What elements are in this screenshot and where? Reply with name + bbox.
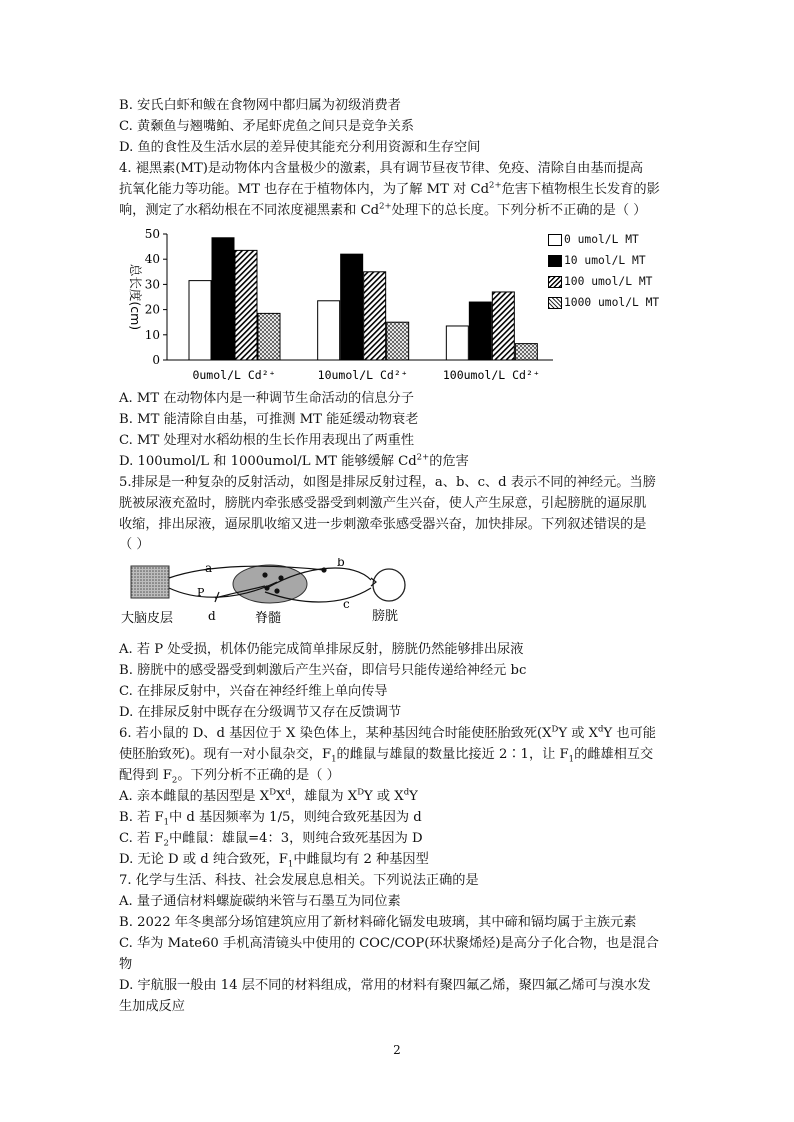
q7-option-b: B. 2022 年冬奥部分场馆建筑应用了新材料碲化镉发电玻璃，其中碲和镉均属于主族元素 [119, 915, 637, 930]
y-tick-label-5: 50 [144, 227, 160, 241]
cortex-box [131, 566, 169, 598]
legend-swatch-1 [548, 255, 562, 267]
q5-stem-line4: （ ） [119, 537, 150, 552]
chart-svg [113, 226, 563, 386]
q7-option-c: C. 华为 Mate60 手机高清镜头中使用的 COC/COP(环状聚烯烃)是高分子化合物，也是混合 [119, 936, 659, 951]
q7-option-c-cont: 物 [119, 957, 133, 972]
legend-item-1: 10 umol/L MT [548, 250, 688, 271]
synapse-dot-1 [262, 572, 267, 577]
bar-1-0 [318, 301, 340, 360]
bar-chart [113, 226, 563, 386]
legend-swatch-0 [548, 234, 562, 246]
q3-option-c: C. 黄颡鱼与翘嘴鲌、矛尾虾虎鱼之间只是竞争关系 [119, 119, 414, 134]
q7-option-d-cont: 生加成反应 [119, 999, 185, 1014]
reflex-diagram [119, 558, 419, 636]
bar-0-3 [258, 313, 280, 360]
y-tick-label-0: 0 [152, 353, 160, 367]
spinal-cord-shape [233, 565, 307, 603]
q4-option-d: D. 100umol/L 和 1000umol/L MT 能够缓解 $Cd^{2+}$的危害 [119, 452, 469, 469]
y-tick-label-1: 10 [144, 327, 160, 342]
q5-stem-line2: 胱被尿液充盈时，膀胱内牵张感受器受到刺激产生兴奋，使人产生尿意，引起膀胱的逼尿肌 [119, 496, 647, 511]
synapse-dot-4 [274, 588, 279, 593]
q7-option-a: A. 量子通信材料螺旋碳纳米管与石墨互为同位素 [119, 894, 401, 909]
label-p: P [197, 586, 205, 599]
q5-option-c: C. 在排尿反射中，兴奋在神经纤维上单向传导 [119, 684, 388, 699]
legend-swatch-2 [548, 276, 562, 288]
y-axis-label: 总长度(cm) [128, 263, 143, 331]
synapse-dot-5 [321, 567, 326, 572]
q6-stem-line2: 使胚胎致死)。现有一对小鼠杂交，$F_1$的雌鼠与雄鼠的数量比接近 2∶1，让 $F_1$的雌雄相互交 [119, 747, 654, 765]
bar-2-0 [446, 326, 468, 360]
bladder-circle [373, 569, 405, 601]
legend-item-2: 100 umol/L MT [548, 271, 688, 292]
q7-stem: 7. 化学与生活、科技、社会发展息息相关。下列说法正确的是 [119, 873, 479, 888]
q4-option-b: B. MT 能清除自由基，可推测 MT 能延缓动物衰老 [119, 412, 419, 427]
q4-stem-line3: 响，测定了水稻幼根在不同浓度褪黑素和 $Cd^{2+}$处理下的总长度。下列分析不正确的是（ ） [119, 201, 647, 218]
bar-1-1 [341, 254, 363, 360]
page-number: 2 [393, 1043, 401, 1057]
label-a: a [205, 561, 213, 575]
bar-1-3 [387, 322, 409, 360]
q4-option-a: A. MT 在动物体内是一种调节生命活动的信息分子 [119, 391, 414, 406]
q6-stem-line1: 6. 若小鼠的 D、d 基因位于 X 染色体上，某种基因纯合时能使胚胎致死($X^DY$ 或 $X^dY$ 也可能 [119, 724, 656, 741]
q6-option-a: A. 亲本雌鼠的基因型是 $X^DX^d$，雄鼠为 $X^DY$ 或 $X^dY$ [119, 787, 418, 804]
label-c: c [343, 597, 350, 611]
q5-option-b: B. 膀胱中的感受器受到刺激后产生兴奋，即信号只能传递给神经元 bc [119, 663, 527, 678]
q6-option-d: D. 无论 D 或 d 纯合致死，$F_1$中雌鼠均有 2 种基因型 [119, 852, 429, 870]
q4-stem-line1: 4. 褪黑素(MT)是动物体内含量极少的激素，具有调节昼夜节律、免疫、清除自由基而提高 [119, 161, 644, 176]
y-tick-label-3: 30 [144, 277, 160, 292]
q6-option-c: C. 若 $F_2$中雌鼠：雄鼠=4：3，则纯合致死基因为 D [119, 831, 423, 849]
q3-option-b: B. 安氏白虾和鲅在食物网中都归属为初级消费者 [119, 98, 401, 113]
q5-option-a: A. 若 P 处受损，机体仍能完成简单排尿反射，膀胱仍然能够排出尿液 [119, 642, 524, 657]
bar-0-0 [189, 281, 211, 360]
bar-2-1 [469, 302, 491, 360]
synapse-dot-2 [278, 575, 283, 580]
x-tick-label-0: 0umol/L Cd²⁺ [192, 368, 276, 382]
bar-0-1 [212, 238, 234, 360]
q7-option-d: D. 宇航服一般由 14 层不同的材料组成，常用的材料有聚四氟乙烯，聚四氟乙烯可与溴水发 [119, 978, 651, 993]
legend-item-0: 0 umol/L MT [548, 229, 688, 250]
y-tick-label-4: 40 [144, 252, 160, 267]
q4-stem-line2: 抗氧化能力等功能。MT 也存在于植物体内，为了解 MT 对 $Cd^{2+}$危害下植物根生长发育的影 [119, 180, 660, 197]
q6-option-b: B. 若 $F_1$中 d 基因频率为 1/5，则纯合致死基因为 d [119, 810, 422, 828]
x-tick-label-2: 100umol/L Cd²⁺ [442, 368, 540, 382]
synapse-dot-3 [264, 585, 269, 590]
legend-item-3: 1000 umol/L MT [548, 292, 688, 313]
q5-stem-line1: 5.排尿是一种复杂的反射活动，如图是排尿反射过程，a、b、c、d 表示不同的神经元。当膀 [119, 475, 656, 490]
label-d: d [208, 609, 216, 623]
chart-legend [548, 229, 688, 313]
bar-0-2 [235, 250, 257, 360]
reflex-diagram-svg [119, 558, 419, 636]
bar-2-3 [515, 344, 537, 360]
q5-stem-line3: 收缩，排出尿液，逼尿肌收缩又进一步刺激牵张感受器兴奋，加快排尿。下列叙述错误的是 [119, 517, 647, 532]
legend-swatch-3 [548, 297, 562, 309]
x-tick-label-1: 10umol/L Cd²⁺ [317, 368, 408, 382]
bar-2-2 [492, 292, 514, 360]
q5-option-d: D. 在排尿反射中既存在分级调节又存在反馈调节 [119, 705, 402, 720]
q6-stem-line3: 配得到 $F_2$。下列分析不正确的是（ ） [119, 768, 340, 786]
y-tick-label-2: 20 [144, 302, 160, 317]
label-spine: 脊髓 [255, 611, 282, 626]
label-b: b [337, 558, 345, 569]
q4-option-c: C. MT 处理对水稻幼根的生长作用表现出了两重性 [119, 433, 415, 448]
bar-1-2 [364, 272, 386, 360]
label-cortex: 大脑皮层 [121, 611, 174, 626]
q3-option-d: D. 鱼的食性及生活水层的差异使其能充分利用资源和生存空间 [119, 140, 481, 155]
label-bladder: 膀胱 [372, 609, 399, 624]
